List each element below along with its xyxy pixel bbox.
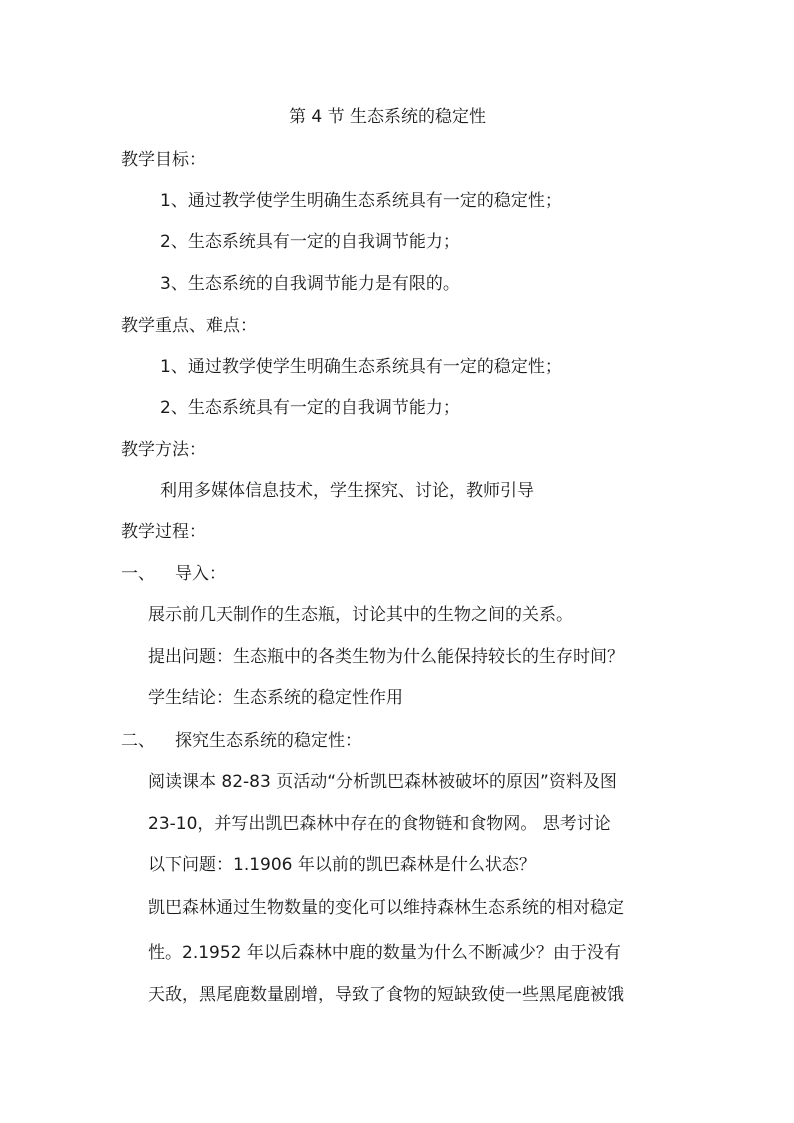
methods-heading: 教学方法： [121, 440, 206, 460]
paragraph-line: 以下问题：1.1906 年以前的凯巴森林是什么状态？ [148, 855, 536, 875]
paragraph-line: 展示前几天制作的生态瓶，讨论其中的生物之间的关系。 [148, 605, 573, 625]
section-number: 二、 [121, 731, 155, 751]
objective-item: 2、生态系统具有一定的自我调节能力； [160, 232, 460, 252]
paragraph-line: 学生结论：生态系统的稳定性作用 [148, 688, 403, 708]
section-title: 探究生态系统的稳定性： [175, 731, 362, 751]
paragraph-line: 阅读课本 82-83 页活动“分析凯巴森林被破坏的原因”资料及图 [148, 772, 617, 792]
paragraph-line: 提出问题：生态瓶中的各类生物为什么能保持较长的生存时间？ [148, 647, 624, 667]
key-point-item: 2、生态系统具有一定的自我调节能力； [160, 398, 460, 418]
objective-item: 3、生态系统的自我调节能力是有限的。 [160, 274, 460, 294]
methods-text: 利用多媒体信息技术，学生探究、讨论，教师引导 [160, 481, 534, 501]
key-points-heading: 教学重点、难点： [121, 316, 257, 336]
objective-item: 1、通过教学使学生明确生态系统具有一定的稳定性； [160, 191, 562, 211]
paragraph-line: 性。2.1952 年以后森林中鹿的数量为什么不断减少？由于没有 [148, 943, 621, 963]
objectives-heading: 教学目标： [121, 150, 206, 170]
paragraph-line: 天敌，黑尾鹿数量剧增，导致了食物的短缺致使一些黑尾鹿被饿 [148, 985, 624, 1005]
paragraph-line: 凯巴森林通过生物数量的变化可以维持森林生态系统的相对稳定 [148, 898, 624, 918]
section-number: 一、 [121, 564, 155, 584]
key-point-item: 1、通过教学使学生明确生态系统具有一定的稳定性； [160, 357, 562, 377]
page-title: 第 4 节 生态系统的稳定性 [289, 107, 487, 127]
paragraph-line: 23-10，并写出凯巴森林中存在的食物链和食物网。 思考讨论 [148, 814, 611, 834]
process-heading: 教学过程： [121, 522, 206, 542]
section-title: 导入： [175, 564, 226, 584]
